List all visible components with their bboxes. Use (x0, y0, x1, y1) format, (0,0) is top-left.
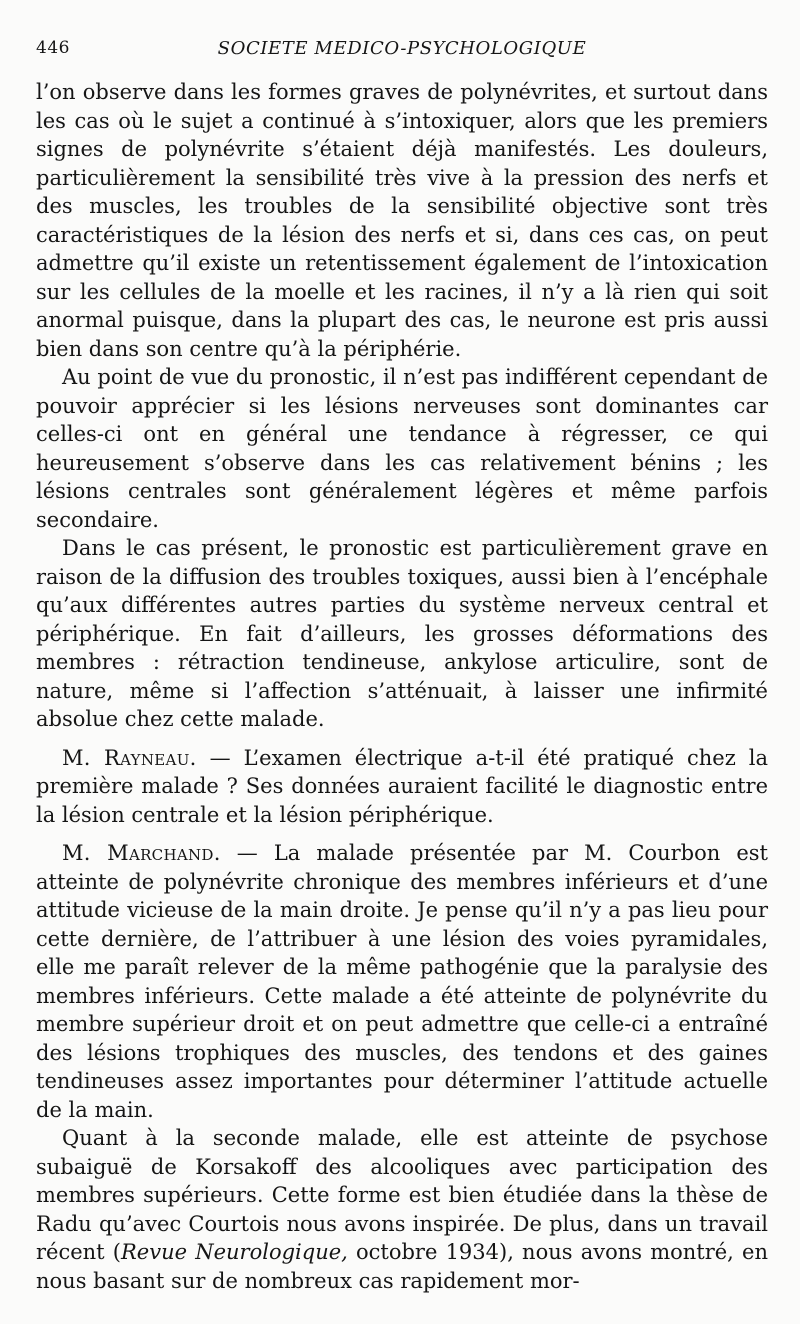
page-header (36, 30, 768, 70)
speaker-name: M. Rayneau. (62, 745, 197, 770)
paragraph-text-after: octobre 1934), nous avons montré, en nous basant sur de nombreux cas rapidement mor- (36, 1240, 768, 1293)
running-head: SOCIETE MEDICO-PSYCHOLOGIQUE (217, 38, 587, 59)
paragraph-text: — L’examen électrique a-t-il été pratiqué chez la première malade ? Ses données auraient facilité le diagnostic entre la lésion centrale et la lésion périphérique. (36, 745, 768, 827)
paragraph-text: — La malade présentée par M. Courbon est atteinte de polynévrite chronique des membres inférieurs et d’une attitude vicieuse de la main droite. Je pense qu’il n’y a pas lieu pour cette dernière, de l’attribuer à une lésion des voies pyramidales, elle me paraît relever de la même pathogénie que la paralysie des membres inférieurs. Cette malade a été atteinte de polynévrite du membre supérieur droit et on peut admettre que celle-ci a entraîné des lésions trophiques des muscles, des tendons et des gaines tendineuses assez importantes pour déterminer l’attitude actuelle de la main. (36, 841, 768, 1122)
paragraph-marchand (36, 839, 768, 1124)
speaker-name: M. Marchand. (62, 841, 221, 865)
page-number: 446 (36, 38, 70, 58)
paragraph-rayneau (36, 744, 768, 830)
paragraph-1 (36, 78, 768, 363)
paragraph-text: l’on observe dans les formes graves de polynévrites, et surtout dans les cas où le sujet a continué à s’intoxiquer, alors que les premiers signes de polynévrite s’étaient déjà manifestés. Les douleurs, particulièrement la sensibilité très vive à la pression des nerfs et des muscles, les troubles de la sensibilité objective sont très caractéristiques de la lésion des nerfs et si, dans ces cas, on peut admettre qu’il existe un retentissement également de l’intoxication sur les cellules de la moelle et les racines, il n’y a là rien qui soit anormal puisque, dans la plupart des cas, le neurone est pris aussi bien dans son centre qu’à la périphérie. (36, 80, 768, 361)
paragraph-text: Quant à la seconde malade, elle est atteinte de psychose subaiguë de Korsakoff des alcooliques avec participation des membres supérieurs. Cette forme est bien étudiée dans la thèse de Radu qu’avec Courtois nous avons inspirée. De plus, dans un travail récent ( (36, 1126, 768, 1264)
paragraph-2 (36, 363, 768, 534)
journal-title: Revue Neurologique, (121, 1240, 348, 1264)
paragraph-6 (36, 1124, 768, 1295)
paragraph-3 (36, 534, 768, 734)
body-text (36, 78, 768, 1295)
paragraph-text: Au point de vue du pronostic, il n’est pas indifférent cependant de pouvoir apprécier si les lésions nerveuses sont dominantes car celles-ci ont en général une tendance à régresser, ce qui heureusement s’observe dans les cas relativement bénins ; les lésions centrales sont généralement légères et même parfois secondaire. (36, 365, 768, 532)
paragraph-text: Dans le cas présent, le pronostic est particulièrement grave en raison de la diffusion des troubles toxiques, aussi bien à l’encéphale qu’aux différentes autres parties du système nerveux central et périphérique. En fait d’ailleurs, les grosses déformations des membres : rétraction tendineuse, ankylose articulire, sont de nature, même si l’affection s’atténuait, à laisser une infirmité absolue chez cette malade. (36, 536, 768, 731)
